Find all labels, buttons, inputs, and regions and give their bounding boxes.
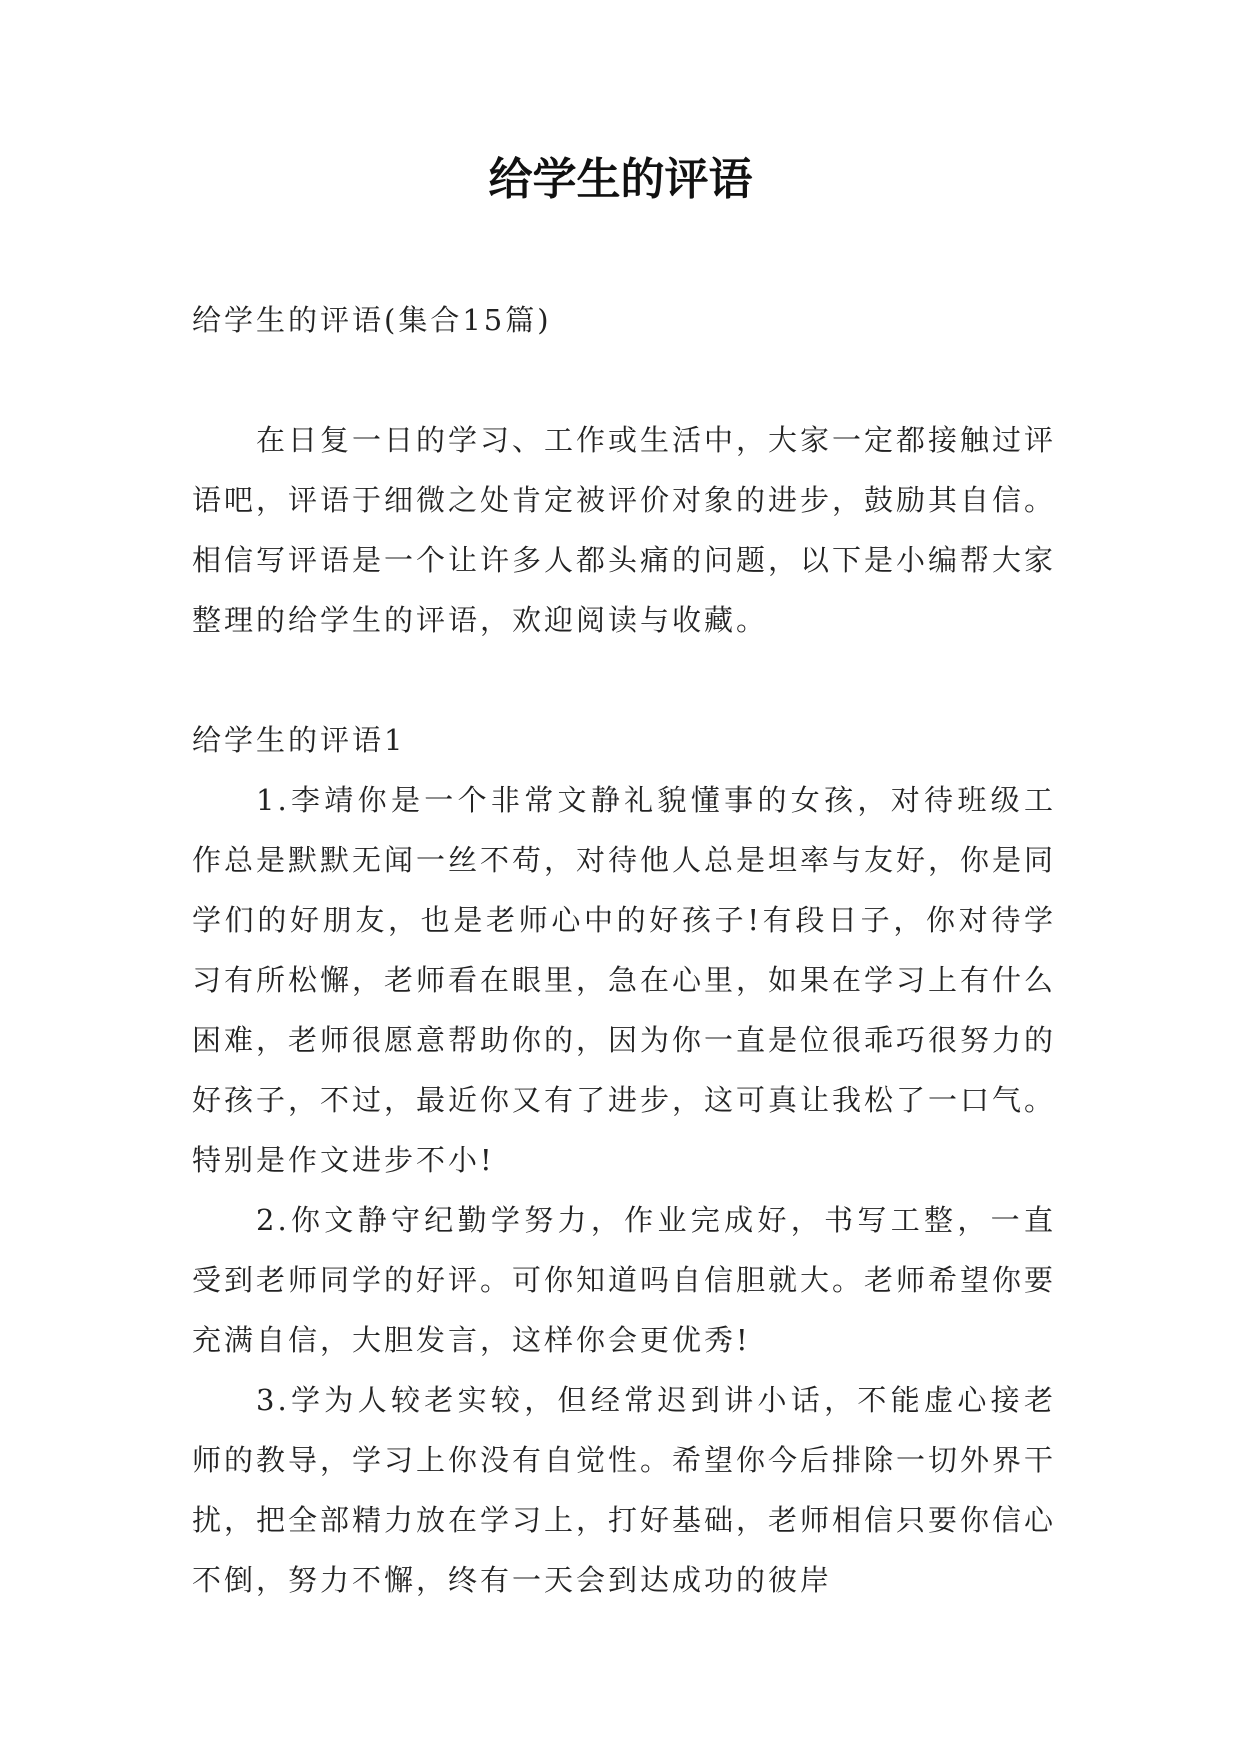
document-body [192, 290, 1056, 1610]
section-heading: 给学生的评语1 [192, 723, 406, 757]
document-title: 给学生的评语 [488, 154, 753, 205]
comment-item-1: 1.李靖你是一个非常文静礼貌懂事的女孩，对待班级工作总是默默无闻一丝不苟，对待他人总是坦率与友好，你是同学们的好朋友，也是老师心中的好孩子!有段日子，你对待学习有所松懈，老师看在眼里，急在心里，如果在学习上有什么困难，老师很愿意帮助你的，因为你一直是位很乖巧很努力的好孩子，不过，最近你又有了进步，这可真让我松了一口气。特别是作文进步不小! [192, 783, 1057, 1177]
comment-item-2: 2.你文静守纪勤学努力，作业完成好，书写工整，一直受到老师同学的好评。可你知道吗自信胆就大。老师希望你要充满自信，大胆发言，这样你会更优秀! [192, 1203, 1057, 1357]
intro-paragraph: 在日复一日的学习、工作或生活中，大家一定都接触过评语吧，评语于细微之处肯定被评价对象的进步，鼓励其自信。相信写评语是一个让许多人都头痛的问题，以下是小编帮大家整理的给学生的评语，欢迎阅读与收藏。 [192, 423, 1057, 637]
document-subtitle: 给学生的评语(集合15篇) [192, 303, 552, 337]
comment-item-3: 3.学为人较老实较，但经常迟到讲小话，不能虚心接老师的教导，学习上你没有自觉性。希望你今后排除一切外界干扰，把全部精力放在学习上，打好基础，老师相信只要你信心不倒，努力不懈，终有一天会到达成功的彼岸 [192, 1383, 1057, 1597]
